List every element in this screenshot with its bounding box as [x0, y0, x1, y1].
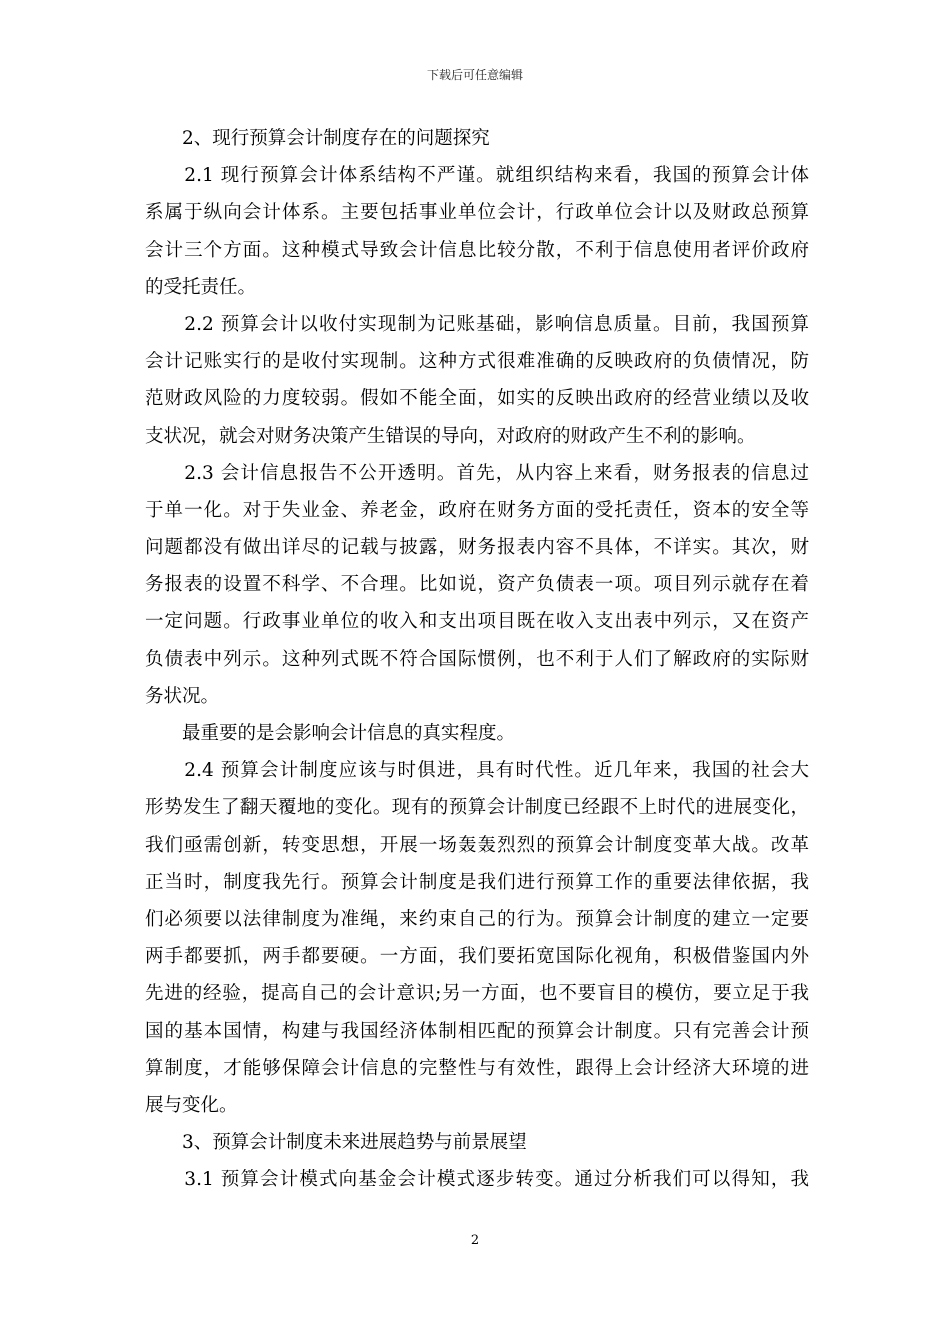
text-line: 两手都要抓，两手都要硬。一方面，我们要拓宽国际化视角，积极借鉴国内外 — [145, 946, 809, 968]
text-line: 会计记账实行的是收付实现制。这种方式很难准确的反映政府的负债情况，防 — [145, 351, 809, 373]
text-line: 2.4 预算会计制度应该与时俱进，具有时代性。近几年来，我国的社会大 — [145, 760, 809, 782]
text-line: 会计三个方面。这种模式导致会计信息比较分散，不利于信息使用者评价政府 — [145, 239, 809, 261]
document-body — [145, 120, 809, 1198]
text-line: 算制度，才能够保障会计信息的完整性与有效性，跟得上会计经济大环境的进 — [145, 1057, 809, 1079]
text-line: 问题都没有做出详尽的记载与披露，财务报表内容不具体，不详实。其次，财 — [145, 537, 809, 559]
text-line: 2、现行预算会计制度存在的问题探究 — [145, 128, 490, 149]
text-line: 务状况。 — [145, 685, 220, 707]
text-line: 系属于纵向会计体系。主要包括事业单位会计，行政单位会计以及财政总预算 — [145, 202, 809, 224]
text-line: 3、预算会计制度未来进展趋势与前景展望 — [145, 1132, 527, 1154]
text-line: 我们亟需创新，转变思想，开展一场轰轰烈烈的预算会计制度变革大战。改革 — [145, 834, 809, 856]
page-number: 2 — [470, 1233, 480, 1248]
page-header: 下载后可任意编辑 — [426, 68, 523, 82]
text-line: 3.1 预算会计模式向基金会计模式逐步转变。通过分析我们可以得知，我 — [145, 1169, 809, 1191]
text-line: 2.2 预算会计以收付实现制为记账基础，影响信息质量。目前，我国预算 — [145, 313, 809, 335]
text-line: 支状况，就会对财务决策产生错误的导向，对政府的财政产生不利的影响。 — [145, 425, 756, 447]
text-line: 先进的经验，提高自己的会计意识;另一方面，也不要盲目的模仿，要立足于我 — [145, 983, 809, 1005]
text-line: 务报表的设置不科学、不合理。比如说，资产负债表一项。项目列示就存在着 — [145, 574, 809, 596]
text-line: 形势发生了翻天覆地的变化。现有的预算会计制度已经跟不上时代的进展变化， — [145, 797, 809, 819]
text-line: 正当时，制度我先行。预算会计制度是我们进行预算工作的重要法律依据，我 — [145, 871, 809, 893]
text-line: 最重要的是会影响会计信息的真实程度。 — [145, 723, 516, 744]
text-line: 2.3 会计信息报告不公开透明。首先，从内容上来看，财务报表的信息过 — [145, 462, 809, 484]
text-line: 们必须要以法律制度为准绳，来约束自己的行为。预算会计制度的建立一定要 — [145, 908, 809, 930]
text-line: 一定问题。行政事业单位的收入和支出项目既在收入支出表中列示，又在资产 — [145, 611, 809, 633]
text-line: 的受托责任。 — [145, 276, 257, 298]
text-line: 范财政风险的力度较弱。假如不能全面，如实的反映出政府的经营业绩以及收 — [145, 388, 809, 410]
text-line: 2.1 现行预算会计体系结构不严谨。就组织结构来看，我国的预算会计体 — [145, 165, 809, 187]
text-line: 负债表中列示。这种列式既不符合国际惯例，也不利于人们了解政府的实际财 — [145, 648, 809, 670]
text-line: 国的基本国情，构建与我国经济体制相匹配的预算会计制度。只有完善会计预 — [145, 1020, 809, 1042]
text-line: 展与变化。 — [145, 1094, 238, 1116]
text-line: 于单一化。对于失业金、养老金，政府在财务方面的受托责任，资本的安全等 — [145, 499, 809, 521]
